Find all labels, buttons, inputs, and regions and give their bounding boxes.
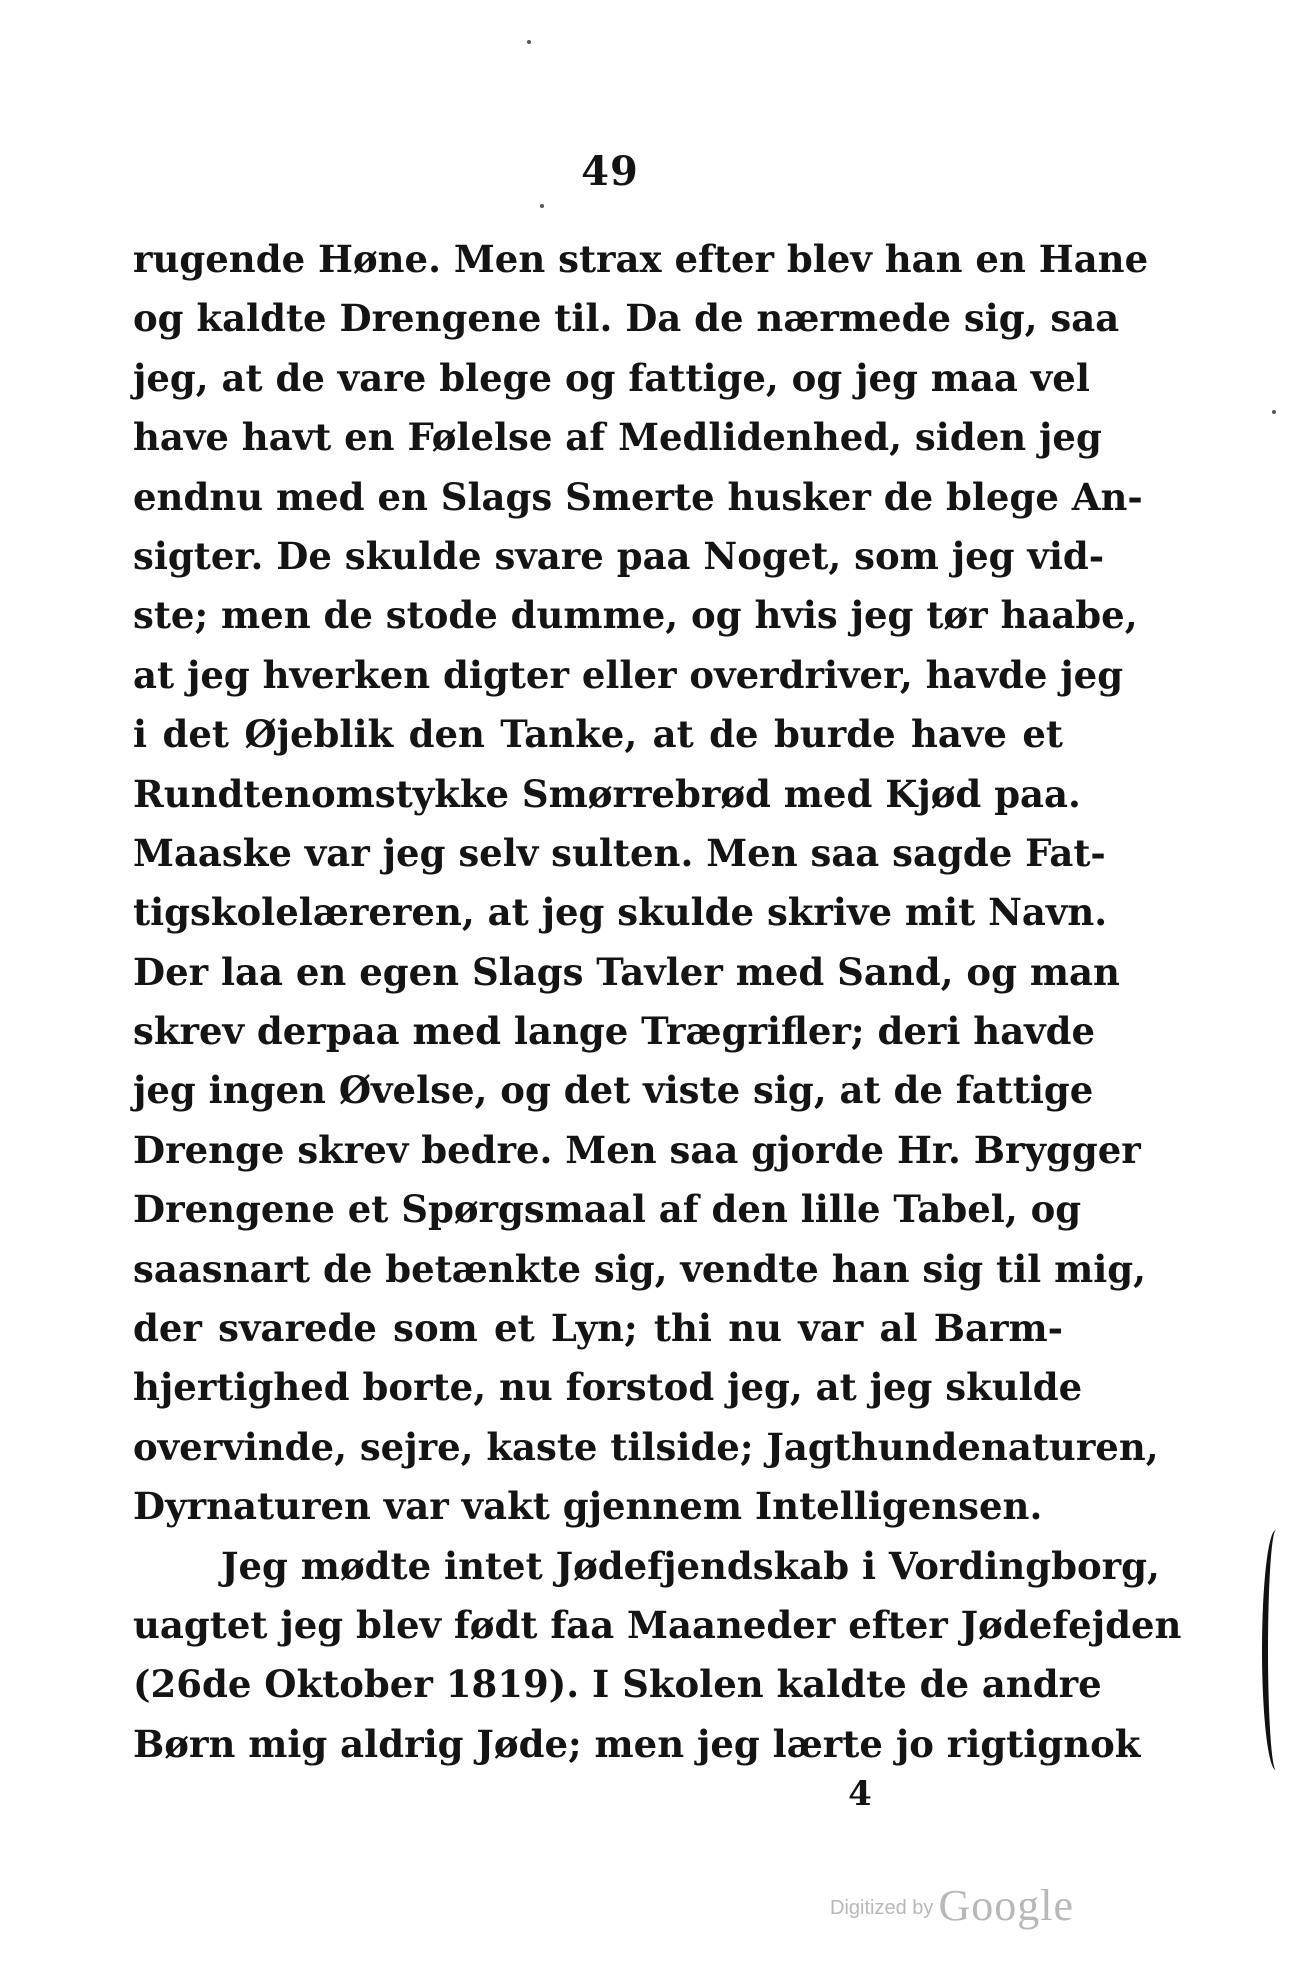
watermark-brand: Google xyxy=(938,1881,1075,1930)
text-line: Børn mig aldrig Jøde; men jeg lærte jo rigtignok xyxy=(133,1721,1141,1766)
text-line: i det Øjeblik den Tanke, at de burde have et xyxy=(133,712,1063,757)
text-line: have havt en Følelse af Medlidenhed, siden jeg xyxy=(133,415,1102,460)
print-speck xyxy=(527,40,531,44)
text-line: uagtet jeg blev født faa Maaneder efter Jødefejden xyxy=(133,1602,1182,1647)
body-text xyxy=(133,230,1182,1774)
text-line: saasnart de betænkte sig, vendte han sig til mig, xyxy=(133,1246,1147,1291)
text-line: Dyrnaturen var vakt gjennem Intelligensen. xyxy=(133,1484,1043,1529)
watermark-prefix: Digitized by xyxy=(830,1897,934,1919)
text-line: Maaske var jeg selv sulten. Men saa sagde Fat- xyxy=(133,830,1106,875)
signature-mark: 4 xyxy=(848,1774,872,1814)
text-line: skrev derpaa med lange Trægrifler; deri havde xyxy=(133,1009,1096,1054)
digitized-watermark xyxy=(830,1880,1110,1931)
text-line: der svarede som et Lyn; thi nu var al Barm- xyxy=(133,1306,1063,1351)
print-speck xyxy=(540,204,544,208)
text-line: (26de Oktober 1819). I Skolen kaldte de andre xyxy=(133,1662,1102,1707)
text-line: Jeg mødte intet Jødefjendskab i Vordingborg, xyxy=(221,1543,1160,1588)
text-line: overvinde, sejre, kaste tilside; Jagthundenaturen, xyxy=(133,1424,1159,1469)
text-line: hjertighed borte, nu forstod jeg, at jeg skulde xyxy=(133,1365,1083,1410)
text-line: endnu med en Slags Smerte husker de blege An- xyxy=(133,474,1143,519)
text-line: jeg ingen Øvelse, og det viste sig, at de fattige xyxy=(133,1068,1094,1113)
print-speck xyxy=(1272,410,1276,414)
page-edge-bracket xyxy=(1262,1530,1290,1770)
text-line: at jeg hverken digter eller overdriver, havde jeg xyxy=(133,652,1124,697)
text-line: sigter. De skulde svare paa Noget, som jeg vid- xyxy=(133,533,1105,578)
text-line: Der laa en egen Slags Tavler med Sand, og man xyxy=(133,949,1120,994)
text-line: Drengene et Spørgsmaal af den lille Tabel, og xyxy=(133,1187,1082,1232)
text-line: Drenge skrev bedre. Men saa gjorde Hr. Brygger xyxy=(133,1127,1141,1172)
page-number: 49 xyxy=(581,148,639,195)
text-line: og kaldte Drengene til. Da de nærmede sig, saa xyxy=(133,296,1120,341)
text-line: rugende Høne. Men strax efter blev han en Hane xyxy=(133,237,1149,281)
text-line: jeg, at de vare blege og fattige, og jeg maa vel xyxy=(133,355,1090,400)
text-line: ste; men de stode dumme, og hvis jeg tør haabe, xyxy=(133,593,1138,638)
text-line: Rundtenomstykke Smørrebrød med Kjød paa. xyxy=(133,771,1081,816)
text-line: tigskolelæreren, at jeg skulde skrive mit Navn. xyxy=(133,890,1108,935)
